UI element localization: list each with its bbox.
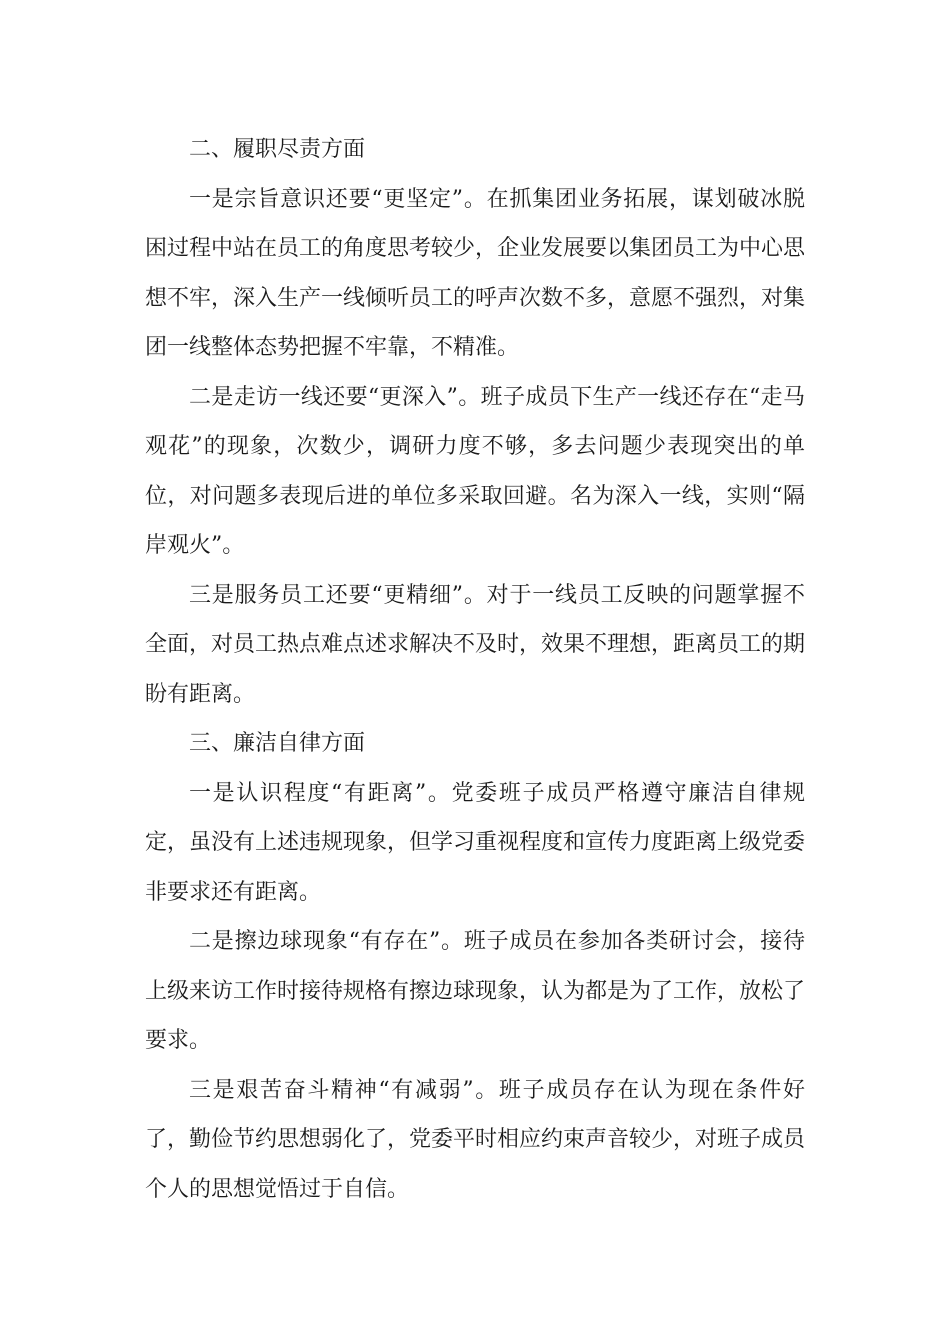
document-page [145, 125, 805, 1214]
section-heading-integrity: 三、廉洁自律方面 [189, 731, 366, 756]
paragraph-awareness-level: 一是认识程度“有距离”。党委班子成员严格遵守廉洁自律规定，虽没有上述违规现象，但学习重视程度和宣传力度距离上级党委非要求还有距离。 [145, 780, 806, 905]
paragraph-hard-work-spirit: 三是艰苦奋斗精神“有减弱”。班子成员存在认为现在条件好了，勤俭节约思想弱化了，党委平时相应约束声音较少，对班子成员个人的思想觉悟过于自信。 [145, 1077, 806, 1202]
paragraph-employee-service: 三是服务员工还要“更精细”。对于一线员工反映的问题掌握不全面，对员工热点难点述求解决不及时，效果不理想，距离员工的期盼有距离。 [145, 582, 806, 707]
section-heading-duty: 二、履职尽责方面 [189, 137, 366, 162]
paragraph-edge-ball: 二是擦边球现象“有存在”。班子成员在参加各类研讨会，接待上级来访工作时接待规格有擦边球现象，认为都是为了工作，放松了要求。 [145, 929, 806, 1053]
paragraph-frontline-visits: 二是走访一线还要“更深入”。班子成员下生产一线还存在“走马观花”的现象，次数少，调研力度不够，多去问题少表现突出的单位，对问题多表现后进的单位多采取回避。名为深入一线，实则“隔岸观火”。 [145, 384, 805, 558]
paragraph-purpose-awareness: 一是宗旨意识还要“更坚定”。在抓集团业务拓展，谋划破冰脱困过程中站在员工的角度思考较少，企业发展要以集团员工为中心思想不牢，深入生产一线倾听员工的呼声次数不多，意愿不强烈，对集团一线整体态势把握不牢靠，不精准。 [145, 186, 806, 360]
